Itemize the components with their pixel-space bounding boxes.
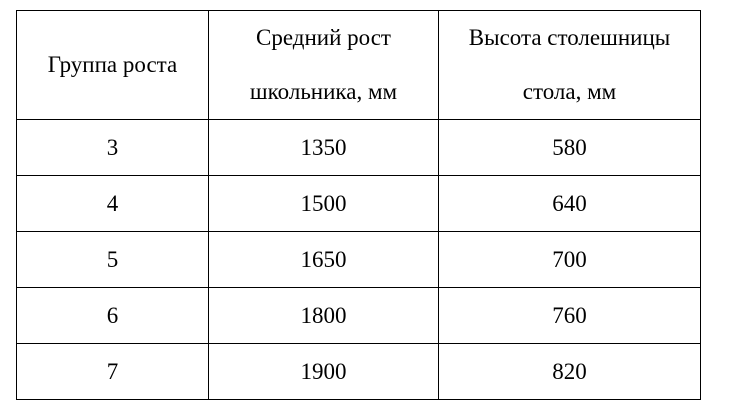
- cell-growth-group: 6: [17, 288, 209, 344]
- cell-growth-group: 4: [17, 176, 209, 232]
- table-body: [17, 120, 701, 400]
- cell-desktop-height: 700: [439, 232, 701, 288]
- column-header-growth-group: [17, 11, 209, 120]
- cell-desktop-height: 760: [439, 288, 701, 344]
- table-row: [17, 344, 701, 400]
- growth-group-table: [16, 10, 701, 400]
- table-row: [17, 120, 701, 176]
- cell-average-height: 1500: [209, 176, 439, 232]
- table-header-row: [17, 11, 701, 120]
- column-header-desktop-height-line-1: Высота столешницы: [468, 25, 671, 51]
- table-header: [17, 11, 701, 120]
- column-header-average-height-line-1: Средний рост: [256, 25, 391, 51]
- column-header-desktop-height-line-2: стола, мм: [522, 79, 617, 104]
- column-header-average-height: [209, 11, 439, 120]
- cell-average-height: 1650: [209, 232, 439, 288]
- column-header-average-height-line-2: школьника, мм: [249, 79, 398, 104]
- table-row: [17, 176, 701, 232]
- cell-desktop-height: 580: [439, 120, 701, 176]
- cell-desktop-height: 820: [439, 344, 701, 400]
- column-header-growth-group-line-1: Группа роста: [47, 52, 178, 78]
- column-header-desktop-height: [439, 11, 701, 120]
- table-row: [17, 288, 701, 344]
- cell-desktop-height: 640: [439, 176, 701, 232]
- cell-average-height: 1800: [209, 288, 439, 344]
- table-row: [17, 232, 701, 288]
- cell-growth-group: 7: [17, 344, 209, 400]
- cell-growth-group: 3: [17, 120, 209, 176]
- cell-average-height: 1900: [209, 344, 439, 400]
- cell-growth-group: 5: [17, 232, 209, 288]
- cell-average-height: 1350: [209, 120, 439, 176]
